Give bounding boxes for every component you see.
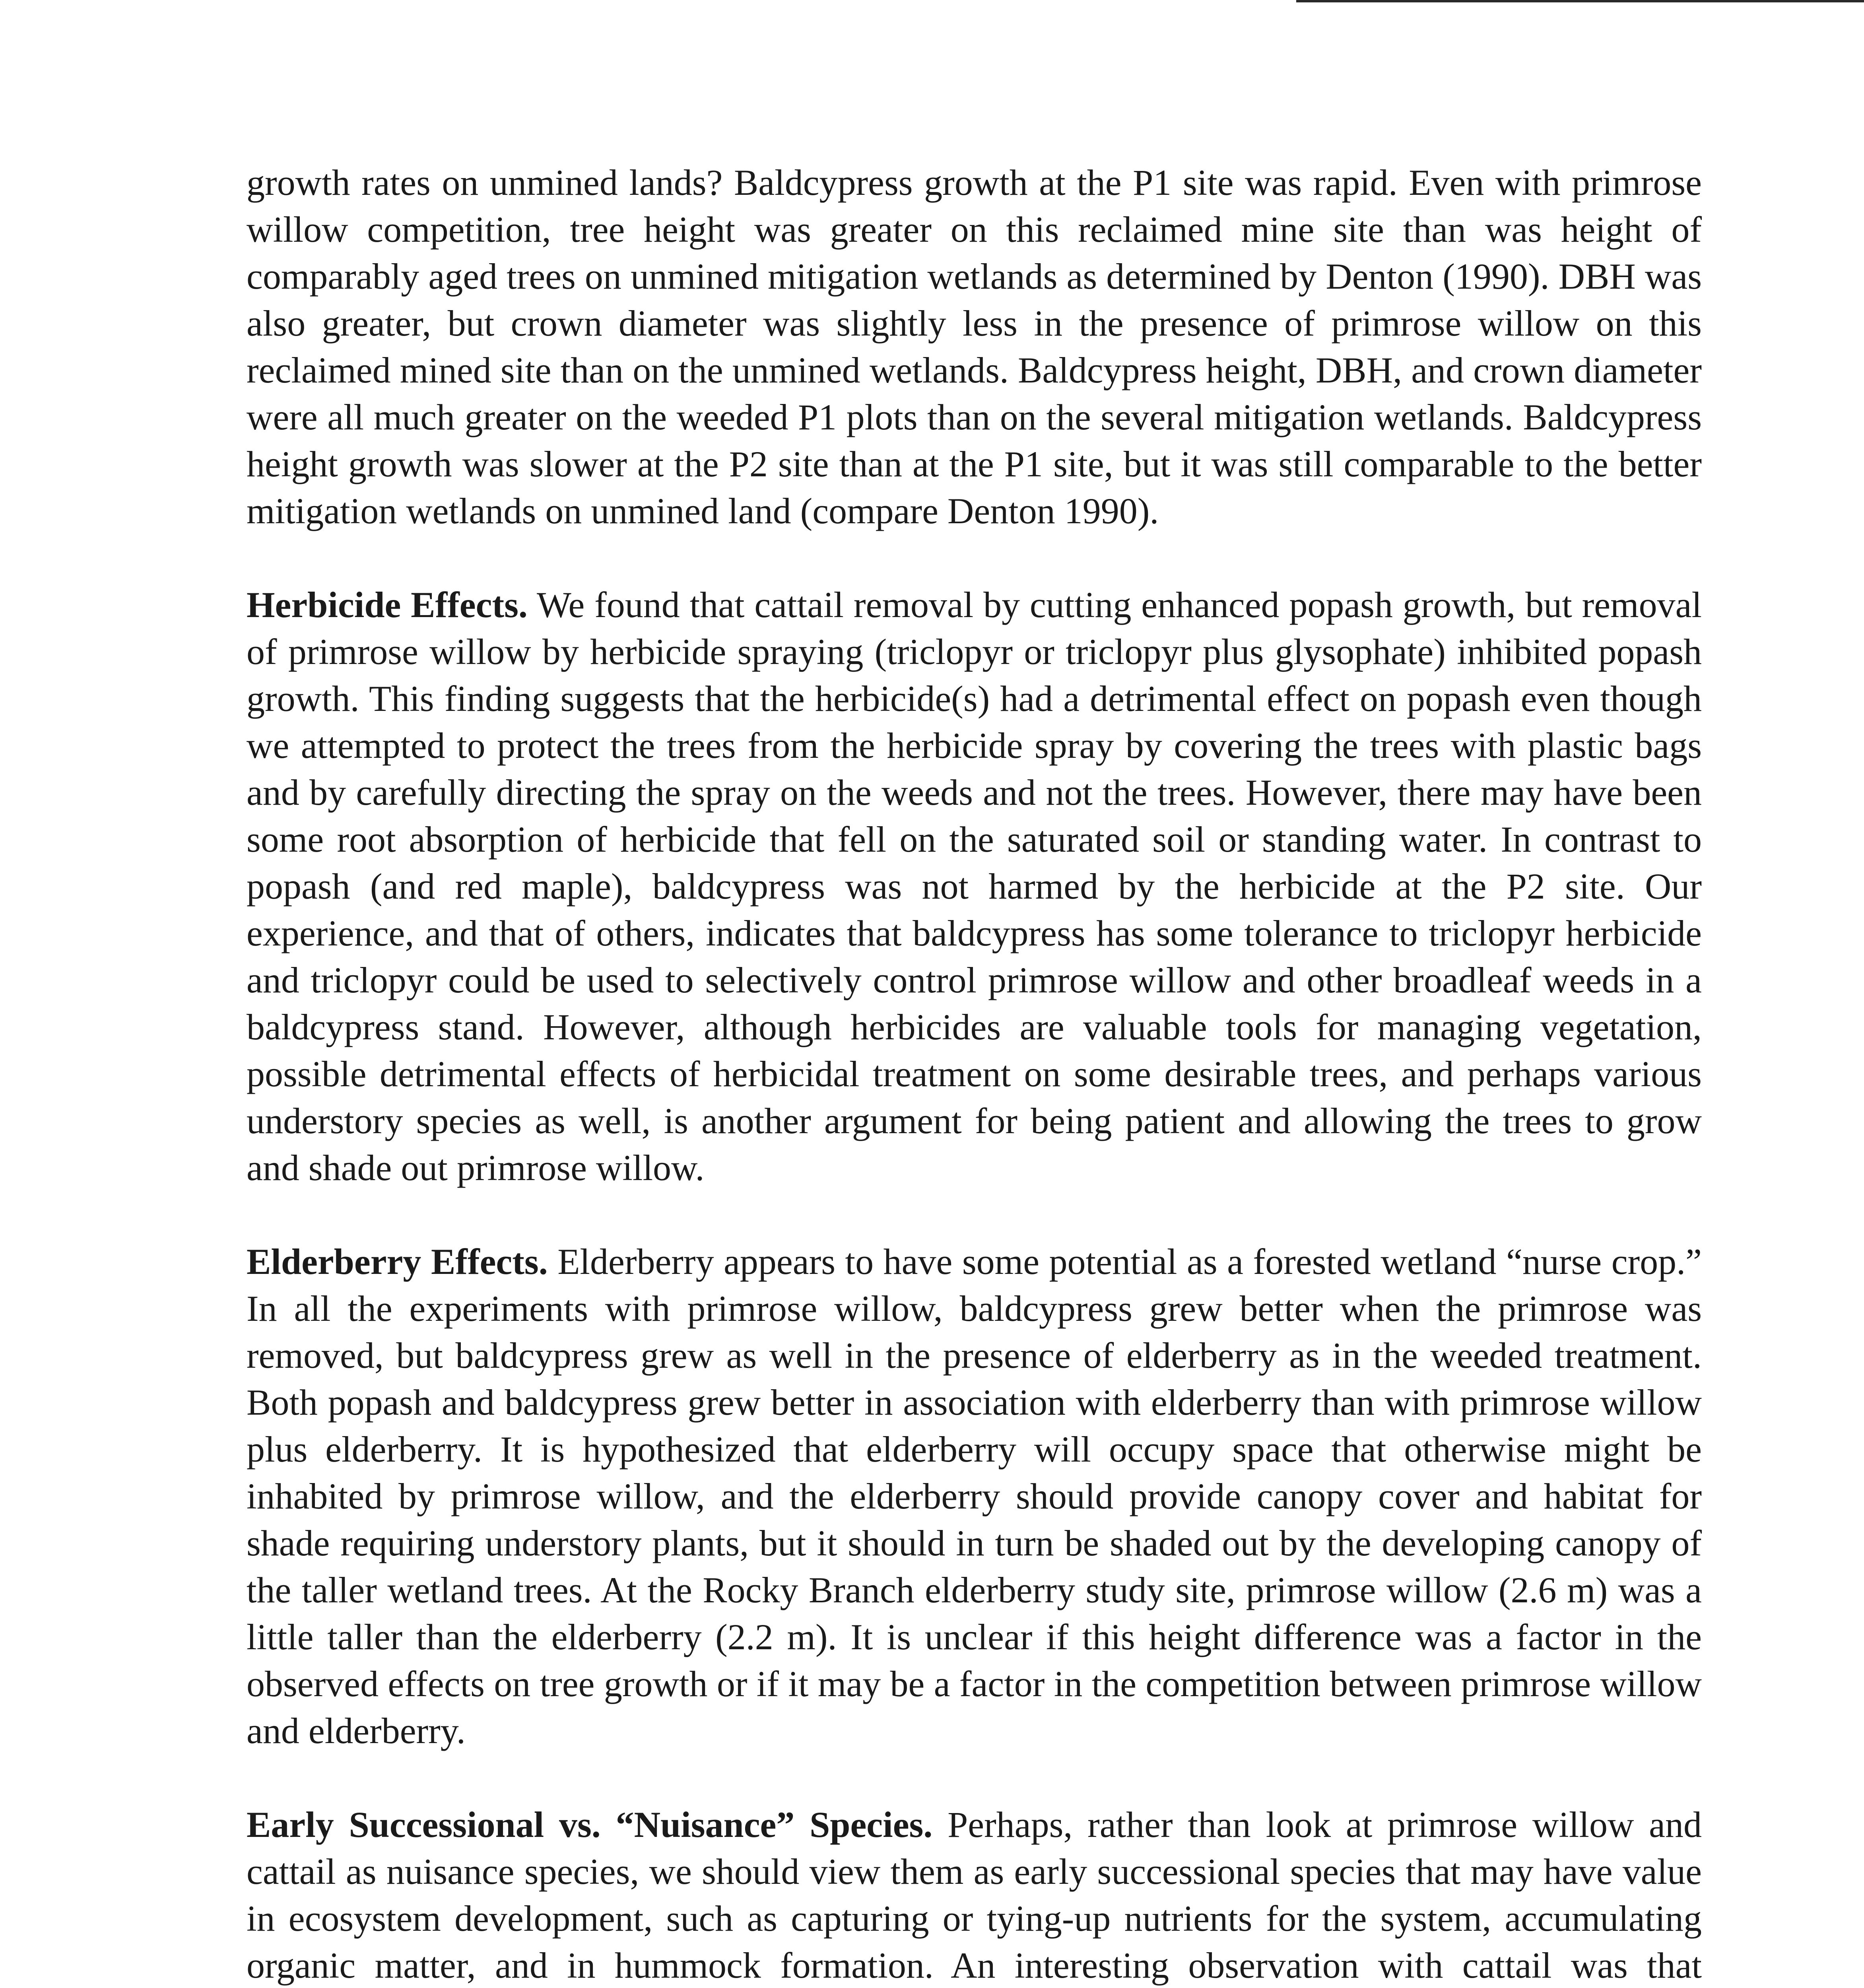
scan-edge-line (1296, 0, 1864, 2)
intro-paragraph (247, 159, 1702, 534)
section-heading: Herbicide Effects. (247, 584, 528, 625)
section-text: Perhaps, rather than look at primrose willow and cattail as nuisance species, we should view them as early successional species that may have value in ecosystem development, such as capturing or tying-up nutrients for the system, accumulating organic matter, and in hummock formation. An interesting observation with cattail was that (247, 1804, 1702, 1986)
section-heading: Elderberry Effects. (247, 1241, 548, 1282)
section-text: Elderberry appears to have some potential as a forested wetland “nurse crop.” In all the experiments with primrose willow, baldcypress grew better when the primrose was removed, but baldcypress grew as well in the presence of elderberry as in the weeded treatment. Both popash and baldcypress grew better in association with elderberry than with primrose willow plus elderberry. It is hypothesized that elderberry will occupy space that otherwise might be inhabited by primrose willow, and the elderberry should provide canopy cover and habitat for shade requiring understory plants, but it should in turn be shaded out by the developing canopy of the taller wetland trees. At the Rocky Branch elderberry study site, primrose willow (2.6 m) was a little taller than the elderberry (2.2 m). It is unclear if this height difference was a factor in the observed effects on tree growth or if it may be a factor in the competition between primrose willow and elderberry. (247, 1241, 1702, 1751)
intro-paragraph-text: growth rates on unmined lands? Baldcypress growth at the P1 site was rapid. Even with primrose willow competition, tree height was greater on this reclaimed mine site than was height of comparably aged trees on unmined mitigation wetlands as determined by Denton (1990). DBH was also greater, but crown diameter was slightly less in the presence of primrose willow on this reclaimed mined site than on the unmined wetlands. Baldcypress height, DBH, and crown diameter were all much greater on the weeded P1 plots than on the several mitigation wetlands. Baldcypress height growth was slower at the P2 site than at the P1 site, but it was still comparable to the better mitigation wetlands on unmined land (compare Denton 1990). (247, 162, 1702, 531)
section-heading: Early Successional vs. “Nuisance” Species. (247, 1804, 933, 1845)
section-herbicide-effects (247, 581, 1702, 1191)
section-early-successional (247, 1801, 1702, 1988)
section-text: We found that cattail removal by cutting enhanced popash growth, but removal of primrose willow by herbicide spraying (triclopyr or triclopyr plus glysophate) inhibited popash growth. This finding suggests that the herbicide(s) had a detrimental effect on popash even though we attempted to protect the trees from the herbicide spray by covering the trees with plastic bags and by carefully directing the spray on the weeds and not the trees. However, there may have been some root absorption of herbicide that fell on the saturated soil or standing water. In contrast to popash (and red maple), baldcypress was not harmed by the herbicide at the P2 site. Our experience, and that of others, indicates that baldcypress has some tolerance to triclopyr herbicide and triclopyr could be used to selectively control primrose willow and other broadleaf weeds in a baldcypress stand. However, although herbicides are valuable tools for managing vegetation, possible detrimental effects of herbicidal treatment on some desirable trees, and perhaps various understory species as well, is another argument for being patient and allowing the trees to grow and shade out primrose willow. (247, 584, 1702, 1188)
section-elderberry-effects (247, 1238, 1702, 1754)
document-page (247, 159, 1702, 1988)
